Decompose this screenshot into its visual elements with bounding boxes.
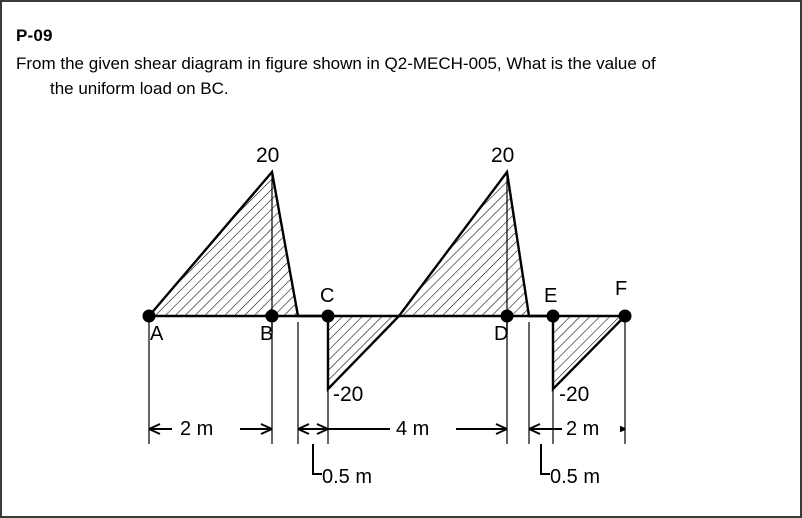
label-point-b: B: [260, 323, 274, 345]
dim-cd-label: 4 m: [396, 418, 430, 440]
problem-statement-line2: the uniform load on BC.: [50, 78, 229, 98]
label-peak2-value: 20: [491, 144, 515, 167]
problem-statement-line1: From the given shear diagram in figure shown in Q2-MECH-005, What is the value of: [16, 54, 656, 73]
label-trough2-value: -20: [559, 383, 590, 406]
label-point-c: C: [320, 285, 335, 307]
dim-ab-label: 2 m: [180, 418, 214, 440]
node-f: [619, 310, 632, 323]
shear-diagram-svg: [2, 122, 802, 512]
problem-id: P-09: [16, 26, 53, 45]
label-trough1-value: -20: [333, 383, 364, 406]
dim-ef-label: 2 m: [566, 418, 600, 440]
problem-statement: [16, 52, 786, 101]
label-point-a: A: [150, 323, 164, 345]
label-peak1-value: 20: [256, 144, 280, 167]
shear-diagram-figure: [2, 122, 802, 512]
dim-de-small-label: 0.5 m: [550, 466, 601, 488]
node-a: [143, 310, 156, 323]
label-point-f: F: [615, 278, 628, 300]
label-point-e: E: [544, 285, 558, 307]
label-point-d: D: [494, 323, 509, 345]
dim-bc-small-label: 0.5 m: [322, 466, 373, 488]
